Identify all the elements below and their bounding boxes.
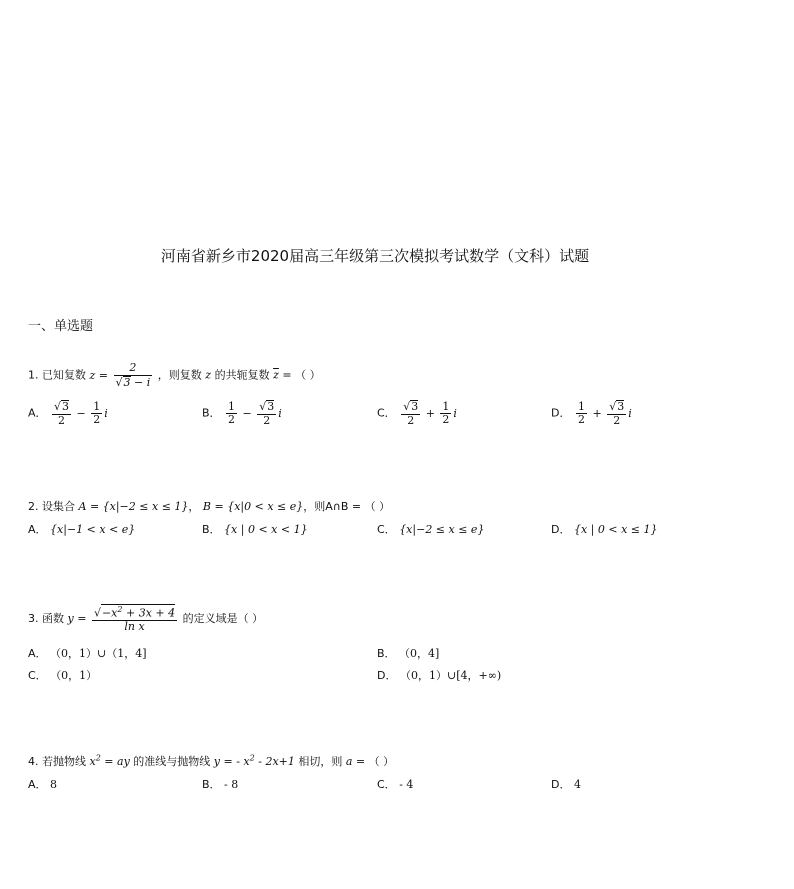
q4-end: （ ） [368, 755, 395, 768]
q2-option-d[interactable] [551, 521, 658, 537]
q2-ask: ，则A∩B = （ ） [303, 500, 391, 513]
q1-end: （ ） [295, 368, 321, 382]
option-text: {x|−2 ≤ x ≤ e} [399, 523, 485, 536]
q4-option-b[interactable] [202, 776, 238, 792]
option-label: B． [202, 778, 221, 791]
q4-option-c[interactable] [377, 776, 413, 792]
q1-option-b[interactable] [202, 400, 282, 427]
option-label: B． [202, 523, 221, 536]
q1-prefix: 已知复数 [42, 368, 86, 382]
option-label: D． [377, 669, 397, 682]
question-2 [28, 498, 390, 514]
q1-mid2: 的共轭复数 [214, 368, 270, 382]
q4-formula-1: $x^2$ = ay [89, 753, 130, 768]
q1-z: z [205, 368, 212, 382]
q2-option-c[interactable] [377, 521, 484, 537]
q4-formula-2: y = - $x^2 - 2x+1$ [213, 753, 295, 768]
q3-prefix: 函数 [42, 611, 64, 625]
option-label: D． [551, 406, 571, 420]
q2-option-b[interactable] [202, 521, 308, 537]
q1-option-a[interactable] [28, 400, 108, 427]
q4-prefix: 若抛物线 [42, 755, 86, 768]
q3-postfix: 的定义域是（ ） [182, 611, 264, 625]
q2-option-a[interactable] [28, 521, 135, 537]
q4-option-d[interactable] [551, 776, 581, 792]
option-text: - 4 [399, 778, 414, 791]
q4-mid: 的准线与抛物线 [133, 755, 211, 768]
option-label: A． [28, 778, 47, 791]
option-label: A． [28, 647, 47, 660]
q1-number: 1. [28, 368, 39, 382]
option-label: A． [28, 406, 47, 420]
q3-option-d[interactable] [377, 667, 501, 683]
option-label: C． [377, 778, 396, 791]
option-text: - 8 [224, 778, 239, 791]
q1-option-b-formula: $\frac{1}{2}$ − $\frac{√3}{2}$ i [228, 399, 282, 427]
q3-option-a[interactable] [28, 645, 147, 661]
q3-formula: y = $\frac{√-x^2 + 3x + 4}{\text{ln x}}$ [67, 605, 176, 634]
option-label: A． [28, 523, 47, 536]
option-label: C． [377, 406, 396, 420]
q3-option-b[interactable] [377, 645, 439, 661]
q3-option-c[interactable] [28, 667, 97, 683]
option-text: （0，4] [399, 647, 440, 660]
q2-number: 2. [28, 500, 39, 513]
q2-separator: ， [188, 500, 200, 513]
q4-formula-3: a = [345, 755, 366, 768]
q2-prefix: 设集合 [42, 500, 75, 513]
option-text: （0，1） [50, 669, 98, 682]
option-text: 4 [573, 778, 581, 791]
q4-number: 4. [28, 755, 39, 768]
q1-option-d-formula: $\frac{1}{2}$ + $\frac{√3}{2}$ i [577, 399, 632, 427]
option-text: {x | 0 < x < 1} [224, 523, 308, 536]
q4-option-a[interactable] [28, 776, 57, 792]
q1-option-a-formula: $\frac{√3}{2}$ − $\frac{1}{2}$ i [54, 399, 108, 427]
option-text: （0，1）∪[4，+∞) [399, 669, 502, 682]
section-heading: 一、单选题 [28, 319, 94, 334]
q3-number: 3. [28, 611, 39, 625]
question-3 [28, 604, 263, 634]
q1-zbar: $\overline{z}$ = [273, 368, 292, 382]
option-text: {x|−1 < x < e} [50, 523, 136, 536]
q4-mid2: 相切，则 [298, 755, 343, 768]
option-label: B． [202, 406, 221, 420]
q1-option-c-formula: $\frac{√3}{2}$ + $\frac{1}{2}$ i [403, 399, 457, 427]
option-text: {x | 0 < x ≤ 1} [573, 523, 658, 536]
option-label: C． [28, 669, 47, 682]
option-label: D． [551, 523, 571, 536]
option-label: B． [377, 647, 396, 660]
option-text: （0，1）∪（1，4] [50, 647, 147, 660]
q2-set-a: A = {x|−2 ≤ x ≤ 1} [78, 500, 189, 513]
q1-formula: z = $\frac{2}{√3 - i}$ [89, 361, 151, 389]
q2-set-b: B = {x|0 < x ≤ e} [202, 500, 304, 513]
option-label: C． [377, 523, 396, 536]
q1-option-c[interactable] [377, 400, 457, 427]
page-title: 河南省新乡市2020届高三年级第三次模拟考试数学（文科）试题 [160, 247, 590, 265]
option-text: 8 [50, 778, 58, 791]
option-label: D． [551, 778, 571, 791]
question-1 [28, 362, 321, 389]
q1-mid: ，则复数 [157, 368, 202, 382]
question-4 [28, 753, 394, 769]
q1-option-d[interactable] [551, 400, 632, 427]
